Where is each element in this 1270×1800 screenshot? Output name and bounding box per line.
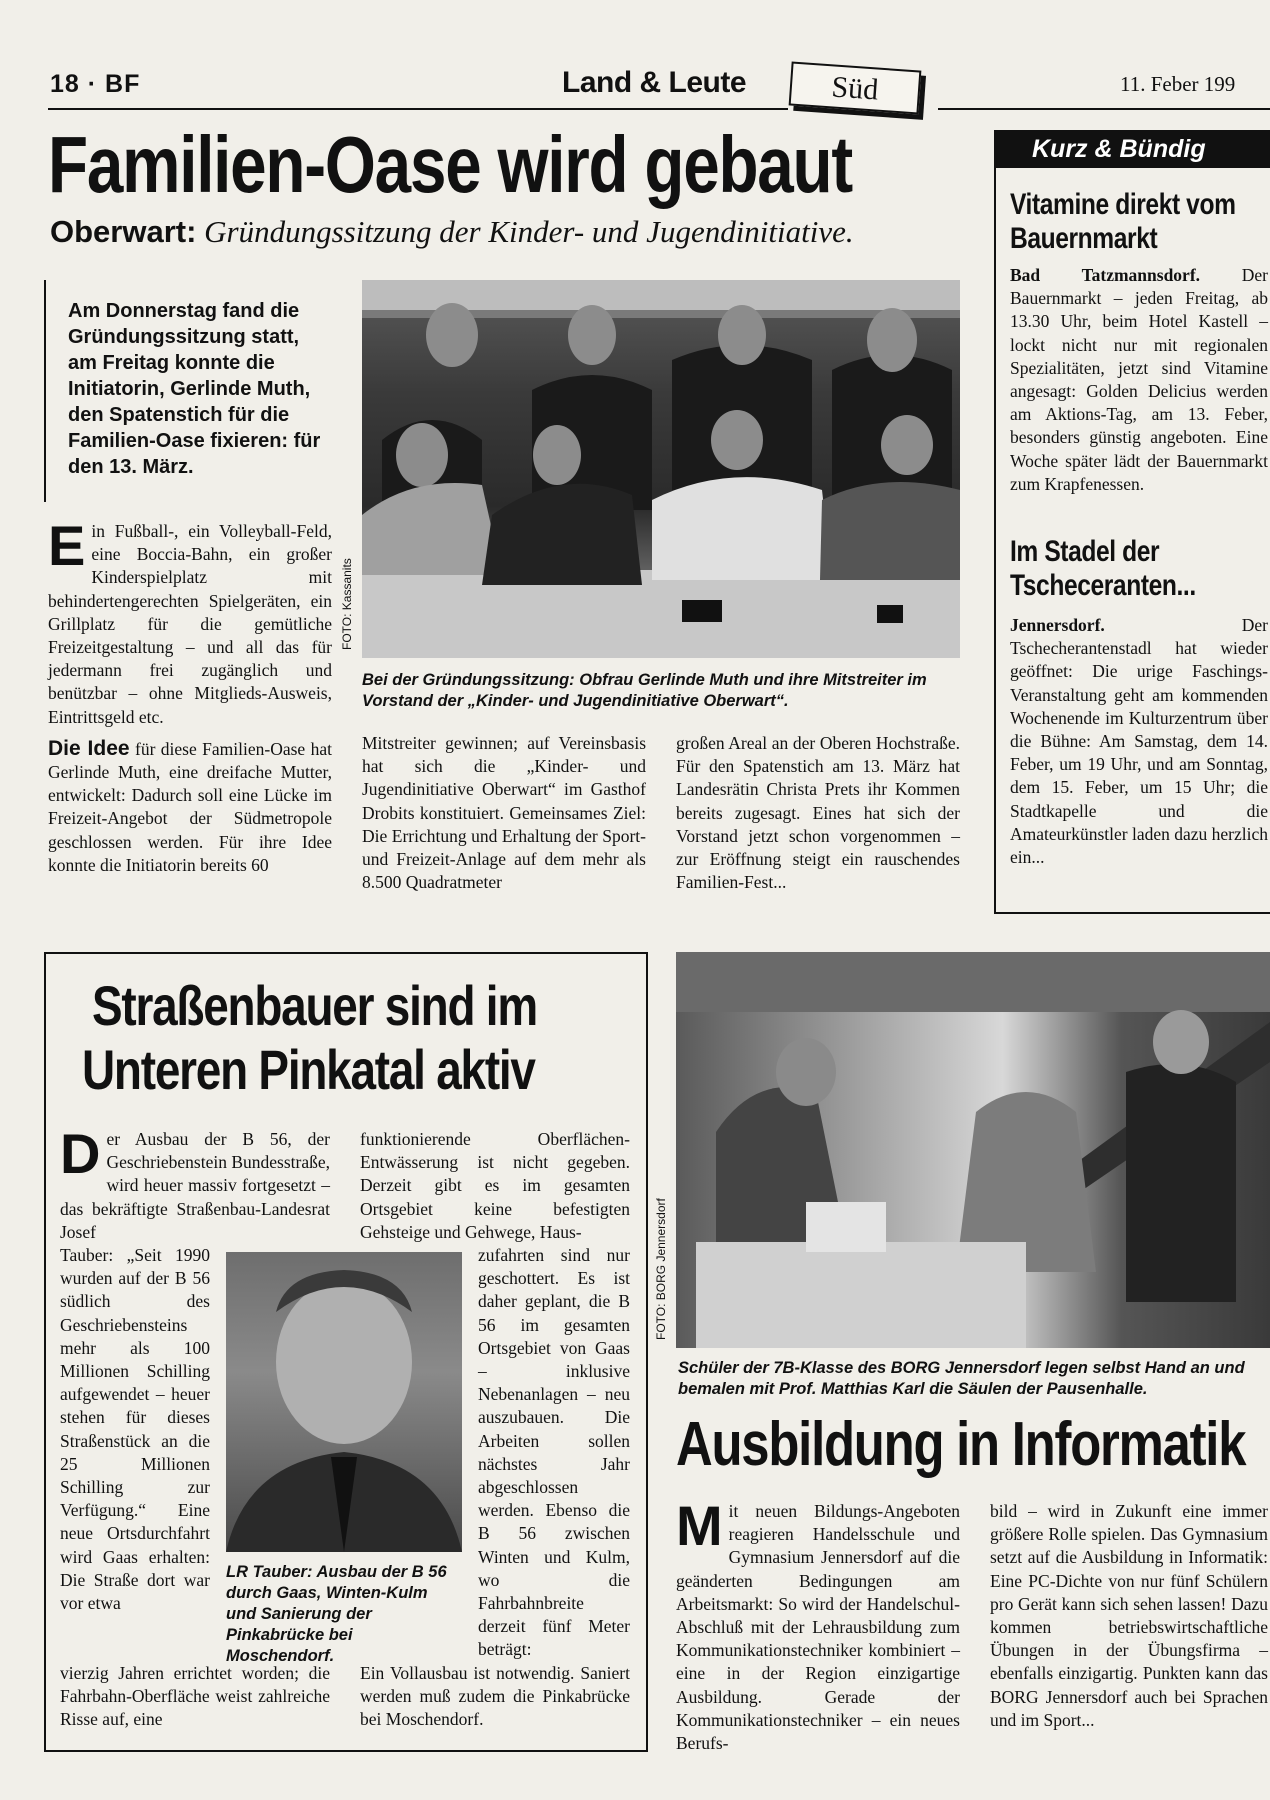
article2-col2-top: funktionierende Oberflächen-Entwässerung ist nicht gegeben. Derzeit gibt es im gesamten Ortsgebiet keine befestigten Gehsteige und Gehwege, Haus- <box>360 1129 630 1242</box>
sidebar-item2-head: Im Stadel der Tscheceranten... <box>1010 535 1196 602</box>
group-photo-caption: Bei der Gründungssitzung: Obfrau Gerlinde Muth und ihre Mitstreiter im Vorstand der „Kinder- und Jugendinitiative Oberwart“. <box>362 671 927 710</box>
header-rule-right <box>938 108 1270 110</box>
article2-drop-cap: D <box>60 1122 101 1185</box>
sidebar-item1-place: Bad Tatzmannsdorf. <box>1010 265 1201 285</box>
school-photo-caption: Schüler der 7B-Klasse des BORG Jennersdorf legen selbst Hand an und bemalen mit Prof. Matthias Karl die Säulen der Pausenhalle. <box>678 1359 1245 1398</box>
article-col-2: Mitstreiter gewinnen; auf Vereinsbasis hat sich die „Kinder- und Jugendinitiative Oberwart“ im Gasthof Drobits konstituiert. Gemeinsames Ziel: Die Errichtung und Erhaltung der Sport- und Freizeit-Anlage auf dem mehr als 8.500 Quadratmeter <box>362 733 646 893</box>
sidebar-item1-body: Der Bauernmarkt – jeden Freitag, ab 13.30 Uhr, beim Hotel Kastell – lockt nicht nur mit regionalen Spezialitäten, jetzt sind Vitamine angesagt: Golden Delicius werden am Aktions-Tag, am 13. Feber, besonders günstig angeboten. Eine Woche später lädt der Bauernmarkt zum Krapfenessen. <box>1010 265 1269 494</box>
page-label: 18 · BF <box>50 70 141 98</box>
article2-col1-narrow: Tauber: „Seit 1990 wurden auf der B 56 südlich des Geschriebensteins mehr als 100 Millionen Schilling aufgewendet – heuer stehen für dieses Straßenstück an die 25 Millionen Schilling zur Verfügung.“ Eine neue Ortsdurchfahrt wird Gaas erhalten: Die Straße dort war vor etwa <box>60 1245 210 1614</box>
school-photo-figures <box>676 952 1270 1348</box>
para-2: für diese Familien-Oase hat Gerlinde Muth, eine dreifache Mutter, entwickelt: Dadurch soll eine Lücke im Freizeit-Angebot der Südmetropole geschlossen werden. Für ihre Idee konnte die Initiatorin bereits 60 <box>48 738 332 875</box>
portrait-caption: LR Tauber: Ausbau der B 56 durch Gaas, Winten-Kulm und Sanierung der Pinkabrücke bei Moschendorf. <box>226 1563 447 1665</box>
sidebar-title: Kurz & Bündig <box>994 130 1270 168</box>
article3-headline: Ausbildung in Informatik <box>676 1410 1246 1479</box>
lead-text: Am Donnerstag fand die Gründungssitzung statt, am Freitag konnte die Initiatorin, Gerlinde Muth, den Spatenstich für die Familien-Oase fixieren: für den 13. März. <box>68 300 321 478</box>
sidebar-item1-text <box>1010 264 1268 496</box>
group-photo <box>362 280 960 658</box>
group-photo-figures <box>362 280 960 658</box>
portrait-photo <box>226 1252 462 1552</box>
subline-place: Oberwart: <box>50 214 197 249</box>
school-photo-credit: FOTO: BORG Jennersdorf <box>654 1198 668 1340</box>
sidebar-item1-head: Vitamine direkt vom Bauernmarkt <box>1010 188 1236 255</box>
region-tag: Süd <box>789 62 922 115</box>
sidebar-item2-text <box>1010 614 1268 869</box>
article2-col1-top <box>60 1122 330 1244</box>
sidebar-item2-place: Jennersdorf. <box>1010 615 1105 635</box>
section-title: Land & Leute <box>562 66 747 99</box>
sidebar-item2-body: Der Tschecherantenstadl hat wieder geöffnet: Die urige Faschings-Veranstaltung geht am kommenden Wochenende im Kulturzentrum über die Bühne: Am Samstag, dem 14. Feber, um 19 Uhr, und am Sonntag, dem 15. Feber, um 15 Uhr; die Stadtkapelle und die Amateurkünstler laden dazu herzlich ein... <box>1010 615 1269 868</box>
para-1: in Fußball-, ein Volleyball-Feld, eine Boccia-Bahn, ein großer Kinderspielplatz mit behindertengerechten Spielgeräten, ein Grillplatz für die gemütliche Freizeitgestaltung – und all das für jedermann frei zugänglich und benützbar – ohne Mitglieds-Ausweis, Eintrittsgeld etc. <box>48 521 332 727</box>
drop-cap: E <box>48 514 86 577</box>
header-rule <box>48 108 788 110</box>
issue-date: 11. Feber 199 <box>1120 72 1236 96</box>
portrait-figure <box>226 1252 462 1552</box>
article2-col1-bottom: vierzig Jahren errichtet worden; die Fahrbahn-Oberfläche weist zahlreiche Risse auf, eine <box>60 1663 330 1730</box>
article-col-1 <box>48 514 332 877</box>
article3-col1-text: it neuen Bildungs-Angeboten reagieren Handelsschule und Gymnasium Jennersdorf auf die geänderten Bedingungen am Arbeitsmarkt: So wird der Handelschul-Abschluß mit der Lehrausbildung zum Kommunikationstechniker kombiniert – eine in der Region einzigartige Ausbildung. Gerade der Kommunikationstechniker – ein neues Berufs- <box>676 1501 960 1754</box>
lead-box-rule <box>44 280 46 502</box>
idee-head: Die Idee <box>48 736 130 760</box>
article2-col1-top-text: er Ausbau der B 56, der Geschriebenstein Bundesstraße, wird heuer massiv fortgesetzt – das bekräftigte Straßenbau-Landesrat Josef <box>60 1129 330 1242</box>
article2-headline-1: Straßenbauer sind im <box>92 974 537 1037</box>
article2-col2-narrow: zufahrten sind nur geschottert. Es ist daher geplant, die B 56 im gesamten Ortsgebiet von Gaas – inklusive Nebenanlagen – neu auszubauen. Die Arbeiten sollen nächstes Jahr abgeschlossen werden. Ebenso die B 56 zwischen Winten und Kulm, wo die Fahrbahnbreite derzeit fünf Meter beträgt: <box>478 1245 630 1660</box>
article3-col-2: bild – wird in Zukunft eine immer größere Rolle spielen. Das Gymnasium setzt auf die Ausbildung in Informatik: Eine PC-Dichte von nur fünf Schülern pro Gerät kann sich sehen lassen! Dazu kommen betriebswirtschaftliche Übungen in der Übungsfirma – ebenfalls einzigartig. Punkten kann das BORG Jennersdorf auch bei Sprachen und im Sport... <box>990 1501 1268 1730</box>
article2-headline-2: Unteren Pinkatal aktiv <box>82 1038 535 1101</box>
article2-col2-bottom: Ein Vollausbau ist notwendig. Saniert werden muß zudem die Pinkabrücke bei Moschendorf. <box>360 1663 630 1730</box>
school-photo <box>676 952 1270 1348</box>
article-col-3: großen Areal an der Oberen Hochstraße. Für den Spatenstich am 13. März hat Landesrätin Christa Prets ihr Kommen bereits zugesagt. Eines hat sich der Vorstand jetzt schon vorgenommen – zur Eröffnung steigt ein rauschendes Familien-Fest... <box>676 733 960 893</box>
article3-drop-cap: M <box>676 1494 723 1557</box>
article-subline <box>50 214 854 250</box>
article-headline: Familien-Oase wird gebaut <box>48 120 853 209</box>
article3-col-1 <box>676 1494 960 1755</box>
subline-text: Gründungssitzung der Kinder- und Jugendinitiative. <box>204 214 854 249</box>
photo-credit: FOTO: Kassanits <box>340 558 354 650</box>
